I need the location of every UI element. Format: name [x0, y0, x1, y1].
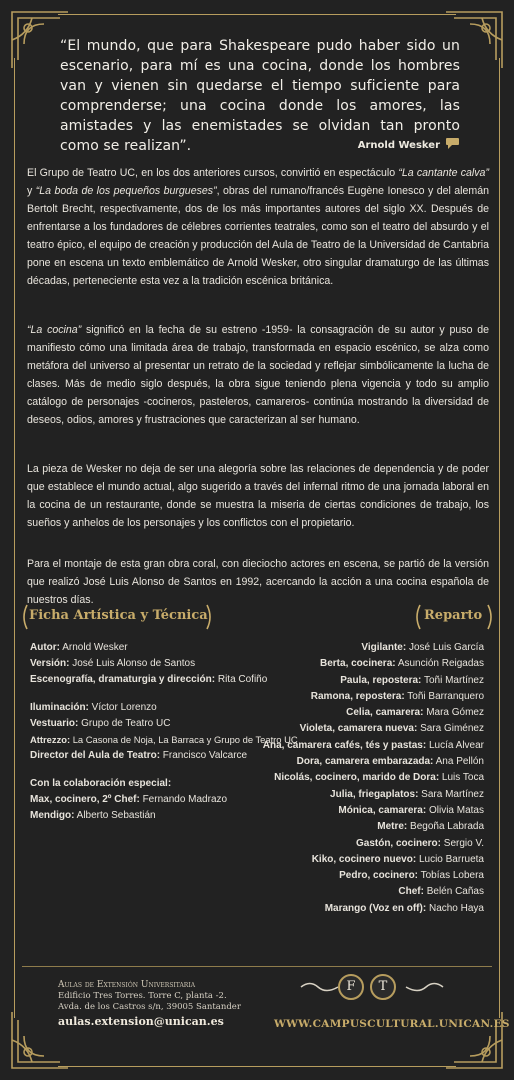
reparto-row — [224, 673, 484, 689]
reparto-row — [224, 640, 484, 656]
reparto-role: Ana, camarera cafés, tés y pastas: — [262, 739, 427, 751]
reparto-role: Gastón, cocinero: — [355, 837, 441, 849]
reparto-row — [224, 787, 484, 803]
reparto-role: Paula, repostera: — [340, 674, 422, 686]
reparto-row — [224, 770, 484, 786]
reparto-role: Marango (Voz en off): — [324, 902, 427, 914]
reparto-row — [224, 884, 484, 900]
reparto-role: Violeta, camarera nueva: — [299, 723, 418, 735]
reparto-role: Chef: — [398, 886, 424, 898]
bracket-left-reparto — [413, 604, 421, 630]
reparto-actor: José Luis García — [406, 642, 484, 653]
reparto-row — [224, 868, 484, 884]
colab-label: Mendigo: — [30, 810, 75, 821]
title-la-boda: “La boda de los pequeños burgueses” — [35, 185, 217, 197]
reparto-actor: Olivia Matas — [426, 804, 484, 816]
logo-medal-f: F — [338, 974, 364, 1000]
paragraph-1-b: y — [27, 185, 36, 197]
ficha-label: Escenografía, dramaturgia y dirección: — [30, 674, 216, 685]
reparto-list — [224, 640, 484, 917]
reparto-actor: Lucía Alvear — [426, 739, 484, 751]
reparto-actor: Toñi Barranquero — [404, 690, 484, 702]
ficha-label: Attrezzo: — [30, 734, 71, 745]
paragraph-4: Para el montaje de esta gran obra coral, con dieciocho actores en escena, se partió de la versión que realizó José Luis Alonso de Santos en 1992, acercando la acción a una cocina española de nuestros días. — [27, 558, 489, 606]
website-link[interactable]: WWW.CAMPUSCULTURAL.UNICAN.ES — [274, 1018, 510, 1030]
ficha-value: La Casona de Noja, La Barraca y Grupo de Teatro UC — [70, 734, 298, 745]
colab-value: Alberto Sebastián — [74, 810, 156, 821]
reparto-actor: Luis Toca — [439, 772, 484, 784]
reparto-row — [224, 819, 484, 835]
reparto-role: Berta, cocinera: — [320, 658, 396, 670]
footer-org: Aulas de Extensión Universitaria — [58, 980, 196, 990]
frame-right-line — [499, 58, 500, 1018]
reparto-actor: Ana Pellón — [433, 756, 484, 768]
reparto-actor: Belén Cañas — [423, 886, 484, 898]
ficha-title: Ficha Artística y Técnica — [29, 608, 208, 623]
bracket-left-ficha — [20, 604, 28, 630]
footer-address — [58, 980, 241, 1027]
reparto-row — [224, 803, 484, 819]
reparto-actor: Lucio Barrueta — [416, 853, 484, 865]
ficha-label: Director del Aula de Teatro: — [30, 750, 161, 761]
title-la-cantante-calva: “La cantante calva” — [398, 167, 489, 179]
reparto-role: Julia, friegaplatos: — [330, 788, 419, 800]
reparto-role: Mónica, camarera: — [338, 804, 427, 816]
quote-text: “El mundo, que para Shakespeare pudo haber sido un escenario, para mí es una cocina, donde los hombres van y vienen sin quedarse el tiempo suficiente para comprenderse; una cocina donde los amores, las amistades y las enemistades se olvidan tan pronto como se realizan”. — [60, 38, 460, 154]
bracket-right-reparto — [487, 604, 495, 630]
reparto-role: Dora, camarera embarazada: — [296, 756, 434, 768]
quote-author: Arnold Wesker — [357, 140, 440, 151]
reparto-role: Ramona, repostera: — [310, 690, 405, 702]
footer-divider — [22, 966, 492, 967]
corner-ornament-bottom-right — [440, 1006, 510, 1076]
ficha-label: Iluminación: — [30, 702, 89, 713]
reparto-role: Pedro, cocinero: — [339, 870, 419, 882]
reparto-actor: Nacho Haya — [426, 902, 484, 914]
reparto-title: Reparto — [424, 608, 483, 623]
reparto-row — [224, 705, 484, 721]
footer-addr-line-2: Avda. de los Castros s/n, 39005 Santander — [58, 1002, 241, 1012]
swirl-ornament-left — [300, 982, 340, 992]
logo-medal-t: T — [370, 974, 396, 1000]
colab-title-text: Con la colaboración especial: — [30, 778, 172, 789]
reparto-row — [224, 738, 484, 754]
reparto-row — [224, 852, 484, 868]
frame-top-line — [58, 14, 456, 15]
reparto-actor: Sara Giménez — [417, 723, 484, 735]
ficha-value: Arnold Wesker — [60, 642, 128, 653]
frame-bottom-line — [58, 1066, 456, 1067]
frame-left-line — [14, 58, 15, 1018]
colab-label: Max, cocinero, 2º Chef: — [30, 794, 140, 805]
ficha-label: Autor: — [30, 642, 60, 653]
bracket-right-ficha — [206, 604, 214, 630]
reparto-row — [224, 754, 484, 770]
reparto-actor: Asunción Reigadas — [395, 658, 484, 670]
paragraph-1-c: , obras del rumano/francés Eugène Ionesco y del alemán Bertolt Brecht, respectivamente, dos de los más importantes autores del siglo XX. Después de enfrentarse a los fundadores de célebres corrientes teatrales, como son el teatro del absurdo y el teatro épico, el equipo de creación y producción del Aula de Teatro de la Universidad de Cantabria pone en escena un texto emblemático de Arnold Wesker, otro singular dramaturgo de las últimas décadas, perteneciente esta vez a la tradición escénica británica. — [27, 185, 489, 287]
reparto-row — [224, 836, 484, 852]
reparto-actor: Sergio V. — [441, 837, 484, 849]
paragraph-3: La pieza de Wesker no deja de ser una alegoría sobre las relaciones de dependencia y de poder que establece el mundo actual, algo sugerido a través del infernal ritmo de una jornada laboral en la cocina de un restaurante, donde se muestra la miseria de ciertas condiciones de trabajo, los sueños y anhelos de los personajes y los conflictos con el propietario. — [27, 463, 489, 529]
ficha-value: Grupo de Teatro UC — [78, 718, 171, 729]
colab-value: Fernando Madrazo — [139, 794, 228, 805]
footer-addr-line-1: Edificio Tres Torres. Torre C, planta -2. — [58, 991, 227, 1001]
reparto-row — [224, 656, 484, 672]
ficha-value: Francisco Valcarce — [160, 750, 248, 761]
reparto-role: Celia, camarera: — [346, 707, 424, 719]
reparto-row — [224, 689, 484, 705]
reparto-role: Nicolás, cocinero, marido de Dora: — [274, 772, 440, 784]
ficha-value: Víctor Lorenzo — [88, 702, 157, 713]
ficha-value: Rita Cofiño — [215, 674, 268, 685]
footer-email-link[interactable]: aulas.extension@unican.es — [58, 1015, 224, 1028]
swirl-ornament-right — [404, 982, 444, 992]
ficha-value: José Luis Alonso de Santos — [69, 658, 196, 669]
reparto-role: Metre: — [377, 821, 408, 833]
ficha-label: Vestuario: — [30, 718, 79, 729]
paragraph-2 — [27, 321, 489, 429]
paragraph-1 — [27, 164, 489, 290]
reparto-actor: Begoña Labrada — [407, 821, 484, 833]
title-la-cocina: “La cocina” — [27, 324, 82, 336]
reparto-role: Kiko, cocinero nuevo: — [311, 853, 417, 865]
ficha-label: Versión: — [30, 658, 70, 669]
reparto-actor: Toñi Martínez — [421, 674, 484, 686]
reparto-actor: Mara Gómez — [423, 707, 484, 719]
reparto-actor: Sara Martínez — [418, 788, 484, 800]
paragraph-2-a: significó en la fecha de su estreno -1959- la consagración de su autor y puso de manifiesto cómo una limitada área de trabajo, transformada en espacio escénico, se alza como metáfora del universo al presentar un retrato de la sociedad y reflejar simbólicamente la lucha de clases. Más de medio siglo después, la obra sigue teniendo plena vigencia y todo su amplio catálogo de personajes -cocineros, pasteleros, camareros- continúa mostrando la diversidad de deseos, odios, amores y frustraciones que caracterizan al ser humano. — [27, 324, 490, 426]
speech-bubble-icon — [445, 137, 460, 150]
reparto-row — [224, 721, 484, 737]
reparto-row — [224, 901, 484, 917]
reparto-actor: Tobías Lobera — [418, 870, 484, 882]
reparto-role: Vigilante: — [361, 642, 407, 653]
paragraph-1-a: El Grupo de Teatro UC, en los dos anteriores cursos, convirtió en espectáculo — [27, 167, 399, 179]
